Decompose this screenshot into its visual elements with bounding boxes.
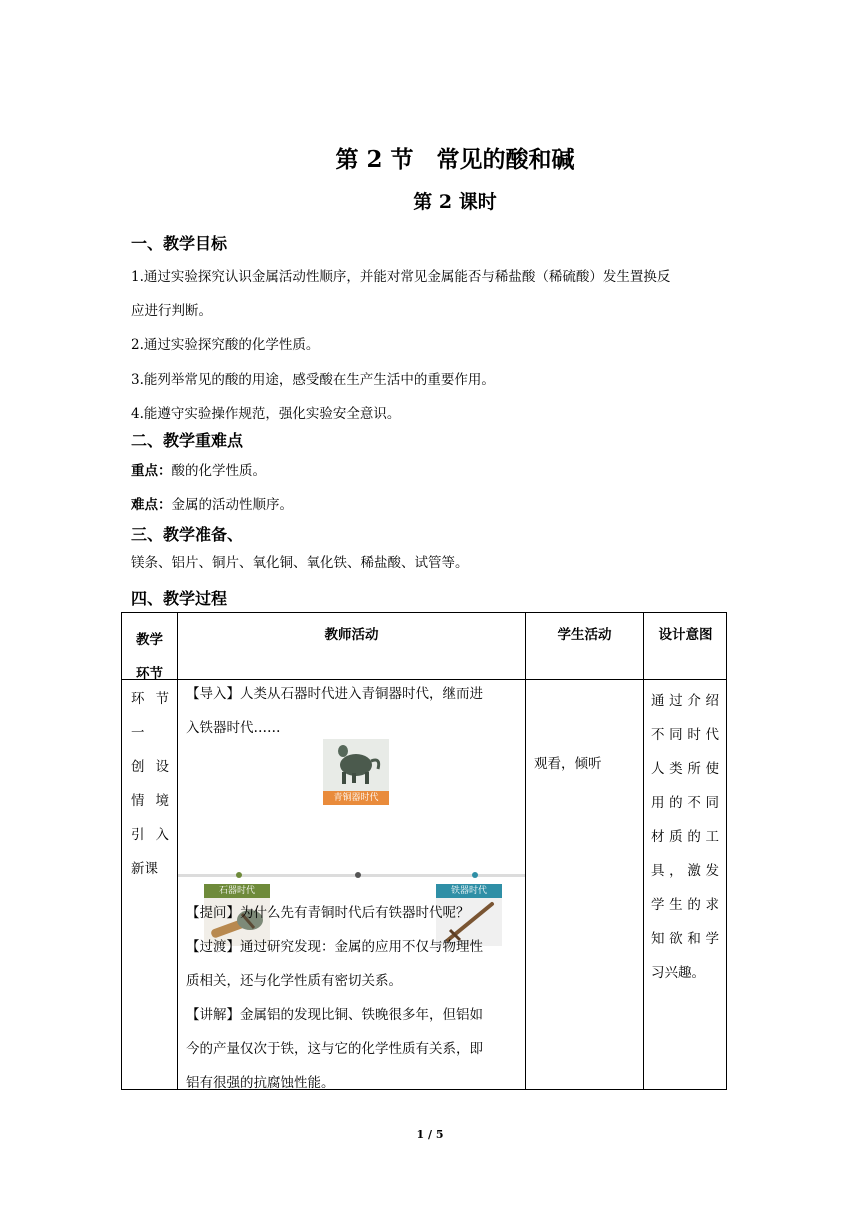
- difficult-text: 金属的活动性顺序。: [171, 497, 293, 513]
- timeline-figure: [178, 793, 525, 949]
- header-intent: 设计意图: [658, 627, 713, 643]
- header-teacher: 教师活动: [324, 627, 379, 643]
- key-point: [131, 459, 266, 479]
- iron-age-label: 铁器时代: [436, 884, 502, 898]
- key-text: 酸的化学性质。: [171, 463, 266, 479]
- goal-line: 4.能遵守实验操作规范，强化实验安全意识。: [131, 406, 401, 422]
- heading-teaching-goals: 一、教学目标: [131, 234, 228, 253]
- stone-age-label: 石器时代: [204, 884, 270, 898]
- stage-cell: 环 节 一 创 设 情 境 引 入 新课: [131, 691, 169, 877]
- teacher-line: 今的产量仅次于铁，这与它的化学性质有关系，即: [186, 1041, 483, 1057]
- difficult-label: 难点：: [131, 497, 172, 513]
- teacher-line: 【导入】人类从石器时代进入青铜器时代，继而进: [186, 686, 483, 702]
- heading-process: 四、教学过程: [131, 589, 228, 608]
- difficult-point: [131, 493, 293, 513]
- bronze-vessel-image: [323, 739, 389, 791]
- header-student: 学生活动: [557, 627, 612, 643]
- timeline-dot: [472, 872, 478, 878]
- timeline-dot: [236, 872, 242, 878]
- goal-line: 3.能列举常见的酸的用途，感受酸在生产生活中的重要作用。: [131, 372, 495, 388]
- teacher-line: 【讲解】金属铝的发现比铜、铁晚很多年，但铝如: [186, 1007, 483, 1023]
- teacher-line: 【过渡】通过研究发现：金属的应用不仅与物理性: [186, 939, 483, 955]
- key-label: 重点：: [131, 463, 172, 479]
- page-number: 1 / 5: [416, 1128, 444, 1141]
- teacher-cell: [178, 679, 525, 1089]
- heading-preparation: 三、教学准备、: [131, 525, 244, 544]
- bronze-age-label: 青铜器时代: [323, 791, 389, 805]
- teacher-line: 入铁器时代……: [186, 720, 281, 736]
- header-stage: 教学 环节: [136, 632, 163, 682]
- process-table: [121, 612, 727, 1090]
- student-cell: 观看，倾听: [534, 756, 602, 772]
- preparation-text: 镁条、铝片、铜片、氧化铜、氧化铁、稀盐酸、试管等。: [131, 555, 469, 571]
- page-subtitle: 第 2 课时: [413, 191, 497, 213]
- page-title: 第 2 节 常见的酸和碱: [335, 146, 575, 173]
- goal-line: 2.通过实验探究酸的化学性质。: [131, 337, 320, 353]
- teacher-line: 质相关，还与化学性质有密切关系。: [186, 973, 402, 989]
- timeline-dot: [355, 872, 361, 878]
- teacher-line: 铝有很强的抗腐蚀性能。: [186, 1075, 335, 1091]
- heading-key-points: 二、教学重难点: [131, 431, 244, 450]
- intent-cell: 通过介绍 不同时代 人类所使 用的不同 材质的工 具，激发 学生的求 知欲和学 习兴趣。: [651, 693, 719, 981]
- teacher-line: 【提问】为什么先有青铜时代后有铁器时代呢？: [186, 905, 470, 921]
- bronze-vessel-icon: [323, 739, 389, 791]
- goal-line: 应进行判断。: [131, 303, 212, 319]
- goal-line: 1.通过实验探究认识金属活动性顺序，并能对常见金属能否与稀盐酸（稀硫酸）发生置换反: [131, 269, 671, 285]
